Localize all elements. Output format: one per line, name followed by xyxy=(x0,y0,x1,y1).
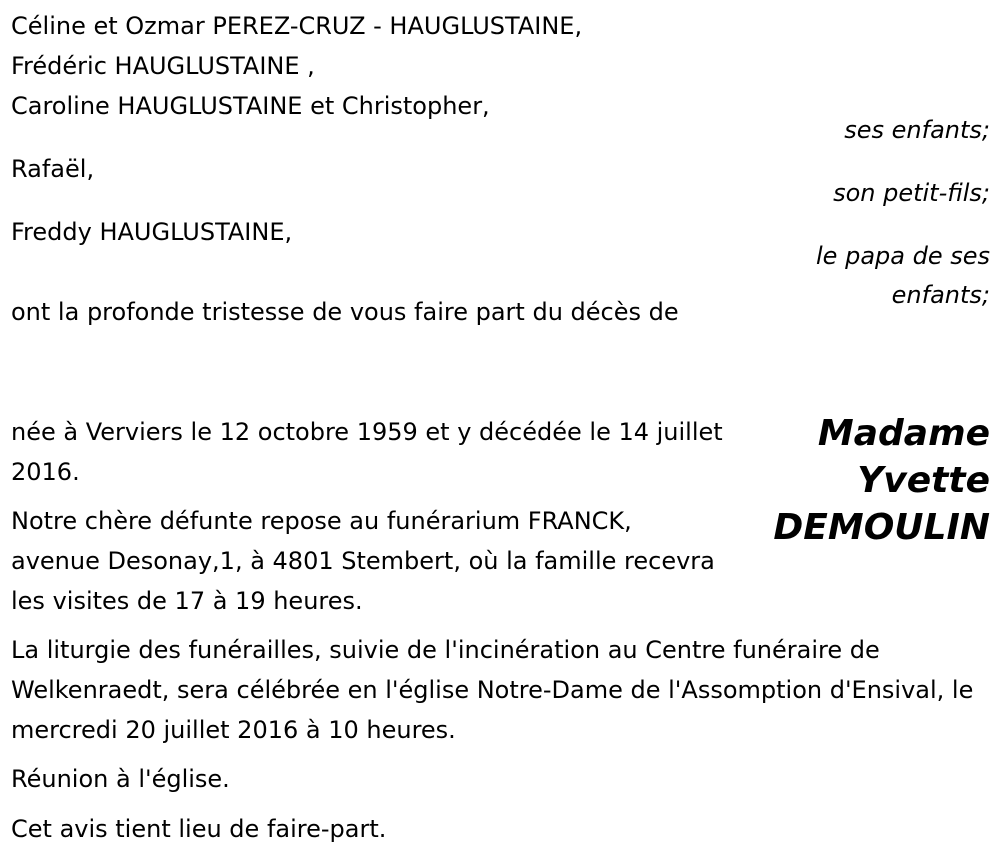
deceased-name xyxy=(710,410,990,551)
children-line-3: Caroline HAUGLUSTAINE et Christopher, xyxy=(11,92,490,120)
grandson-name: Rafaël, xyxy=(11,155,95,183)
children-role: ses enfants; xyxy=(844,116,990,144)
liturgy-text: La liturgie des funérailles, suivie de l'incinération au Centre funéraire de Welkenraedt, sera célébrée en l'église Notre-Dame de l'Assomption d'Ensival, le mercredi 20 juillet 2016 à 10 heures. xyxy=(11,636,974,744)
deceased-name-line-3: DEMOULIN xyxy=(773,507,990,548)
father-name: Freddy HAUGLUSTAINE, xyxy=(11,218,293,246)
intro-text: ont la profonde tristesse de vous faire part du décès de xyxy=(11,298,679,326)
children-line-2: Frédéric HAUGLUSTAINE , xyxy=(11,52,315,80)
birth-death-text: née à Verviers le 12 octobre 1959 et y décédée le 14 juillet 2016. xyxy=(11,418,723,486)
children-line-1: Céline et Ozmar PEREZ-CRUZ - HAUGLUSTAINE, xyxy=(11,12,583,40)
father-role-line-2: enfants; xyxy=(891,281,990,309)
deceased-name-line-2: Yvette xyxy=(857,460,990,501)
grandson-role: son petit-fils; xyxy=(833,179,990,207)
father-role-line-1: le papa de ses xyxy=(816,242,990,270)
notice-text: Cet avis tient lieu de faire-part. xyxy=(11,815,387,843)
meeting-text: Réunion à l'église. xyxy=(11,765,230,793)
repose-text: Notre chère défunte repose au funérarium FRANCK, avenue Desonay,1, à 4801 Stembert, où la famille recevra les visites de 17 à 19 heures. xyxy=(11,507,715,615)
deceased-name-line-1: Madame xyxy=(817,413,990,454)
